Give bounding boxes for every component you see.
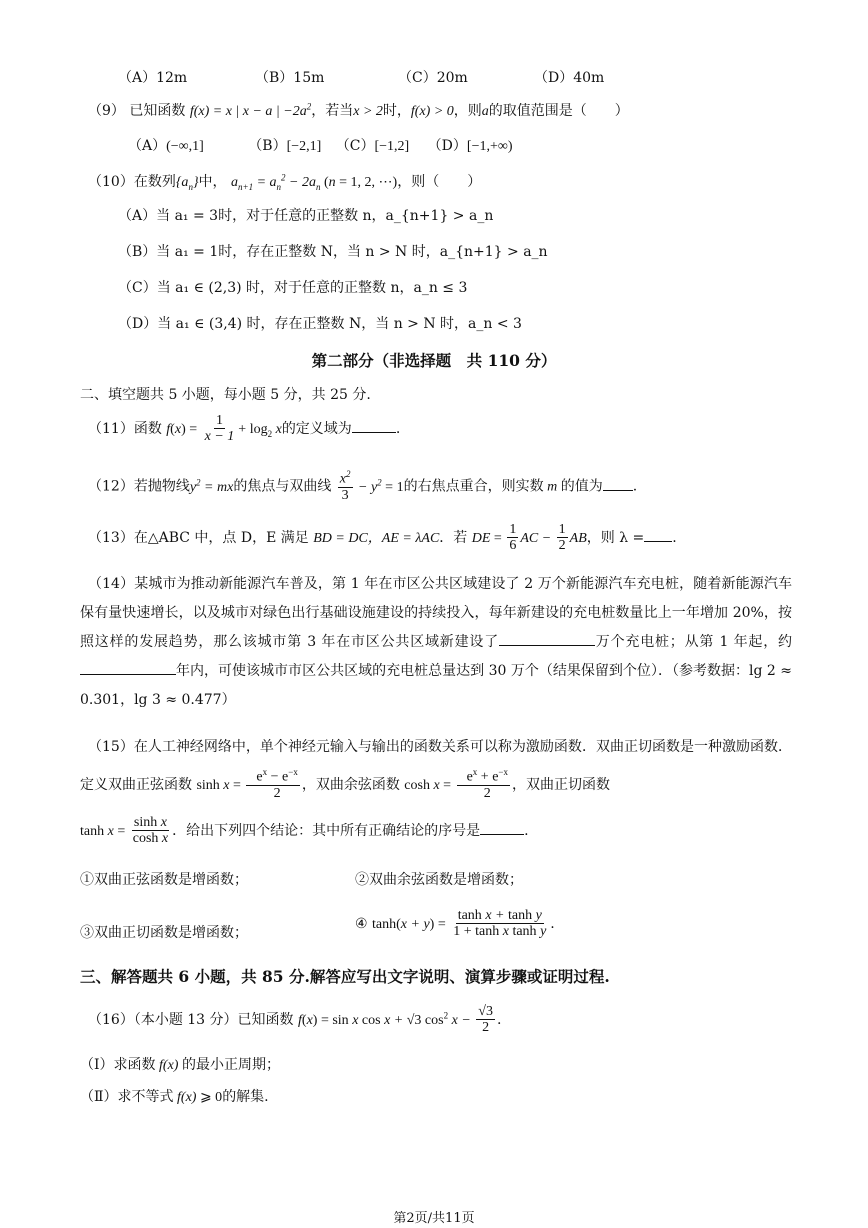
q15-tanh-definition: tanh x = $\frac{\text{sinh x}}{\text{cosh x}}$ xyxy=(80,815,169,847)
q16-subquestion-1 xyxy=(80,1054,280,1074)
q11-number: （11） xyxy=(88,420,134,437)
q12-parabola: $y^2$ = mx xyxy=(189,476,234,495)
q15-text4: ．给出下列四个结论：其中所有正确结论的序号是 xyxy=(172,822,481,839)
q10-option-a-label: （A） xyxy=(118,208,157,224)
q15-conclusion-3: ③双曲正切函数是增函数； xyxy=(80,925,248,941)
q8-option-d: （D）40m xyxy=(534,70,605,86)
q9-inequality: f(x) > 0 xyxy=(410,104,454,119)
q9-stem-mid2: 时， xyxy=(382,103,411,119)
q10-option-a xyxy=(118,205,493,225)
q14-text3: 年内，可使该城市市区公共区域的充电桩总量达到 30 万个（结果保留到个位）．（参考数据：lg 2 ≈ 0.301，lg 3 ≈ 0.477） xyxy=(80,663,792,708)
q8-option-b: （B）15m xyxy=(255,70,325,86)
q16-number: （16） xyxy=(88,1011,134,1028)
q16-sub1-function: f(x) xyxy=(155,1058,182,1073)
q14-text1: 某城市为推动新能源汽车普及，第 1 年在市区公共区域建设了 2 万个新能源汽车充电桩，随着新能源汽车保有量快速增长，以及城市对绿色出行基础设施建设的持续投入，每年新建设的充电桩数量比上一年增加 20%，按照这样的发展趋势，那么该城市第 3 年在市区公共区域新建设了 xyxy=(80,576,792,650)
q12-hyperbola: $\frac{x^2}{3}$ − $y^2 = 1$ xyxy=(339,469,404,504)
q16-prefix: 已知函数 xyxy=(237,1011,294,1028)
q16-function-formula: f(x) = sin x cos x + √3 $\cos^2 x$ − $\frac{√3}{2}$ xyxy=(298,1004,493,1036)
q9-condition: x > 2 xyxy=(353,104,383,119)
q16-sub2-label: （Ⅱ） xyxy=(80,1089,118,1105)
section2-header: 二、填空题共 5 小题，每小题 5 分，共 25 分. xyxy=(80,387,371,403)
q13-condition: BD = DC，AE = λAC xyxy=(313,530,440,546)
q10-stem-prefix: 在数列 xyxy=(133,174,176,190)
q16-subquestion-2 xyxy=(80,1086,269,1106)
q15-conclusion-4: ④ tanh(x + y) = $\frac{\text{tanh x + tanh y}}{\text{1 + tanh x tanh y}}$ . xyxy=(355,908,555,940)
q15-conclusion-1: ①双曲正弦函数是增函数； xyxy=(80,872,248,888)
q13-prefix: 在△ABC 中，点 D，E 满足 xyxy=(133,529,309,546)
q12-variable-m: m xyxy=(543,479,561,495)
q9-option-b-label: （B） xyxy=(248,138,287,154)
q15-tanh-sum-formula: tanh(x + y) = $\frac{\text{tanh x + tanh y}}{\text{1 + tanh x tanh y}}$ xyxy=(372,908,547,940)
q13-answer-blank[interactable] xyxy=(644,527,672,542)
q15-answer-blank[interactable] xyxy=(480,820,524,835)
q9-option-c-label: （C） xyxy=(335,138,375,154)
q9-option-a-label: （A） xyxy=(128,138,167,154)
q13-suffix: ，则 λ = xyxy=(586,529,645,546)
page-footer: 第2页/共11页 xyxy=(393,1211,475,1226)
q9-function-formula: f(x) = x | x − a | $-2a^2$ xyxy=(189,101,312,119)
q10-stem-suffix: ，则（ ） xyxy=(397,174,482,190)
q10-recurrence: $a_{n+1} = a_n^2 - 2a_n$ (n = 1, 2, ⋯) xyxy=(231,172,398,192)
q15-tanh-line: tanh x = $\frac{\text{sinh x}}{\text{cosh x}}$ ．给出下列四个结论：其中所有正确结论的序号是 . xyxy=(80,815,529,847)
q13-number: （13） xyxy=(88,529,134,546)
q15-text2: ，双曲余弦函数 xyxy=(301,777,400,793)
question-11: （11）函数 f(x) = $\frac{1}{x - 1}$ + $\log_2 x$的定义域为 . xyxy=(88,413,401,445)
q9-option-d-label: （D） xyxy=(427,138,467,154)
q15-conclusion-4-prefix: ④ xyxy=(355,915,368,932)
q9-stem-prefix: 已知函数 xyxy=(129,103,186,119)
q16-sub1-label: （Ⅰ） xyxy=(80,1057,114,1073)
q16-sub2-post: 的解集. xyxy=(222,1089,269,1105)
q14-answer-blank-2[interactable] xyxy=(80,660,176,675)
part2-title: 第二部分（非选择题 共 110 分） xyxy=(311,351,557,370)
q10-option-b xyxy=(118,241,548,261)
q10-option-c-label: （C） xyxy=(118,280,157,296)
q9-option-d-value: [−1,+∞) xyxy=(466,139,513,154)
q15-number: （15） xyxy=(88,739,134,755)
q8-option-c: （C）20m xyxy=(398,70,468,86)
q10-option-d-label: （D） xyxy=(118,316,158,332)
q12-mid: 的焦点与双曲线 xyxy=(233,478,332,495)
question-9 xyxy=(88,100,629,120)
q13-vector-equation: DE = $\frac{1}{6}$ AC − $\frac{1}{2}$ AB xyxy=(471,522,587,554)
q15-sinh-definition: sinh x = $\frac{e^x - e^{-x}}{2}$ xyxy=(196,767,298,802)
q16-sub2-pre: 求不等式 xyxy=(117,1089,174,1105)
q15-text3: ，双曲正切函数 xyxy=(511,777,610,793)
q9-option-b-value: [−2,1] xyxy=(286,139,322,154)
q9-variable-a: a xyxy=(481,104,489,119)
question-15 xyxy=(80,728,792,805)
question-10 xyxy=(88,171,481,192)
q9-stem-mid: ，若当 xyxy=(311,103,354,119)
q13-mid: ．若 xyxy=(439,529,468,546)
question-12: （12）若抛物线$y^2$ = mx的焦点与双曲线 $\frac{x^2}{3}$ − $y^2 = 1$的右焦点重合，则实数 m 的值为 . xyxy=(88,469,638,504)
q15-cosh-definition: cosh x = $\frac{e^x + e^{-x}}{2}$ xyxy=(404,767,508,802)
q16-sub1-pre: 求函数 xyxy=(113,1057,156,1073)
q10-option-a-text: 当 a₁ = 3时，对于任意的正整数 n，a_{n+1} > a_n xyxy=(156,208,494,224)
q9-option-a-value: (−∞,1] xyxy=(166,139,204,154)
q9-stem-suffix: ，则 xyxy=(453,103,482,119)
question-16: （16）（本小题 13 分）已知函数 f(x) = sin x cos x + √3 $\cos^2 x$ − $\frac{√3}{2}$ . xyxy=(88,1004,502,1036)
q9-number: （9） xyxy=(88,103,125,119)
q8-option-a: （A）12m xyxy=(118,70,188,86)
q12-prefix: 若抛物线 xyxy=(133,478,190,495)
q11-suffix: 的定义域为 xyxy=(281,420,352,437)
q15-conclusion-2: ②双曲余弦函数是增函数； xyxy=(355,872,523,888)
q16-points: （本小题 13 分） xyxy=(133,1011,238,1028)
q10-option-d-text: 当 a₁ ∈ (3,4) 时，存在正整数 N，当 n > N 时，a_n < 3 xyxy=(157,316,522,332)
q14-text2: 万个充电桩；从第 1 年起，约 xyxy=(595,634,792,650)
question-13: （13）在△ABC 中，点 D，E 满足 BD = DC，AE = λAC．若 DE = $\frac{1}{6}$ AC − $\frac{1}{2}$ AB，则 λ = . xyxy=(88,522,677,554)
q10-option-c xyxy=(118,277,467,297)
q14-number: （14） xyxy=(88,576,135,592)
section3-header: 三、解答题共 6 小题，共 85 分.解答应写出文字说明、演算步骤或证明过程. xyxy=(80,967,610,986)
q10-sequence: $\{a_n\}$ xyxy=(175,175,199,192)
q9-options xyxy=(128,135,513,155)
q10-option-b-label: （B） xyxy=(118,244,157,260)
q12-suffix: 的值为 xyxy=(560,478,603,495)
q10-number: （10） xyxy=(88,174,134,190)
q12-number: （12） xyxy=(88,478,134,495)
q11-prefix: 函数 xyxy=(133,420,162,437)
q15-text1: 在人工神经网络中，单个神经元输入与输出的函数关系可以称为激励函数．双曲正切函数是一种激励函数．定义双曲正弦函数 xyxy=(80,739,792,793)
q11-answer-blank[interactable] xyxy=(352,418,396,433)
q16-sub2-inequality: f(x) ⩾ 0 xyxy=(173,1090,223,1105)
q10-stem-mid: 中， xyxy=(198,174,227,190)
q14-answer-blank-1[interactable] xyxy=(499,631,595,646)
q10-option-d xyxy=(118,313,522,333)
q10-option-b-text: 当 a₁ = 1时，存在正整数 N，当 n > N 时，a_{n+1} > a_n xyxy=(156,244,548,260)
q16-sub1-post: 的最小正周期； xyxy=(181,1057,280,1073)
q12-answer-blank[interactable] xyxy=(603,476,633,491)
q12-mid2: 的右焦点重合，则实数 xyxy=(403,478,544,495)
q9-option-c-value: [−1,2] xyxy=(374,139,410,154)
q10-option-c-text: 当 a₁ ∈ (2,3) 时，对于任意的正整数 n，a_n ≤ 3 xyxy=(156,280,468,296)
q11-formula: f(x) = $\frac{1}{x - 1}$ + $\log_2 x$ xyxy=(166,413,282,445)
question-14 xyxy=(80,570,792,715)
q9-stem-end: 的取值范围是（ ） xyxy=(488,103,629,119)
